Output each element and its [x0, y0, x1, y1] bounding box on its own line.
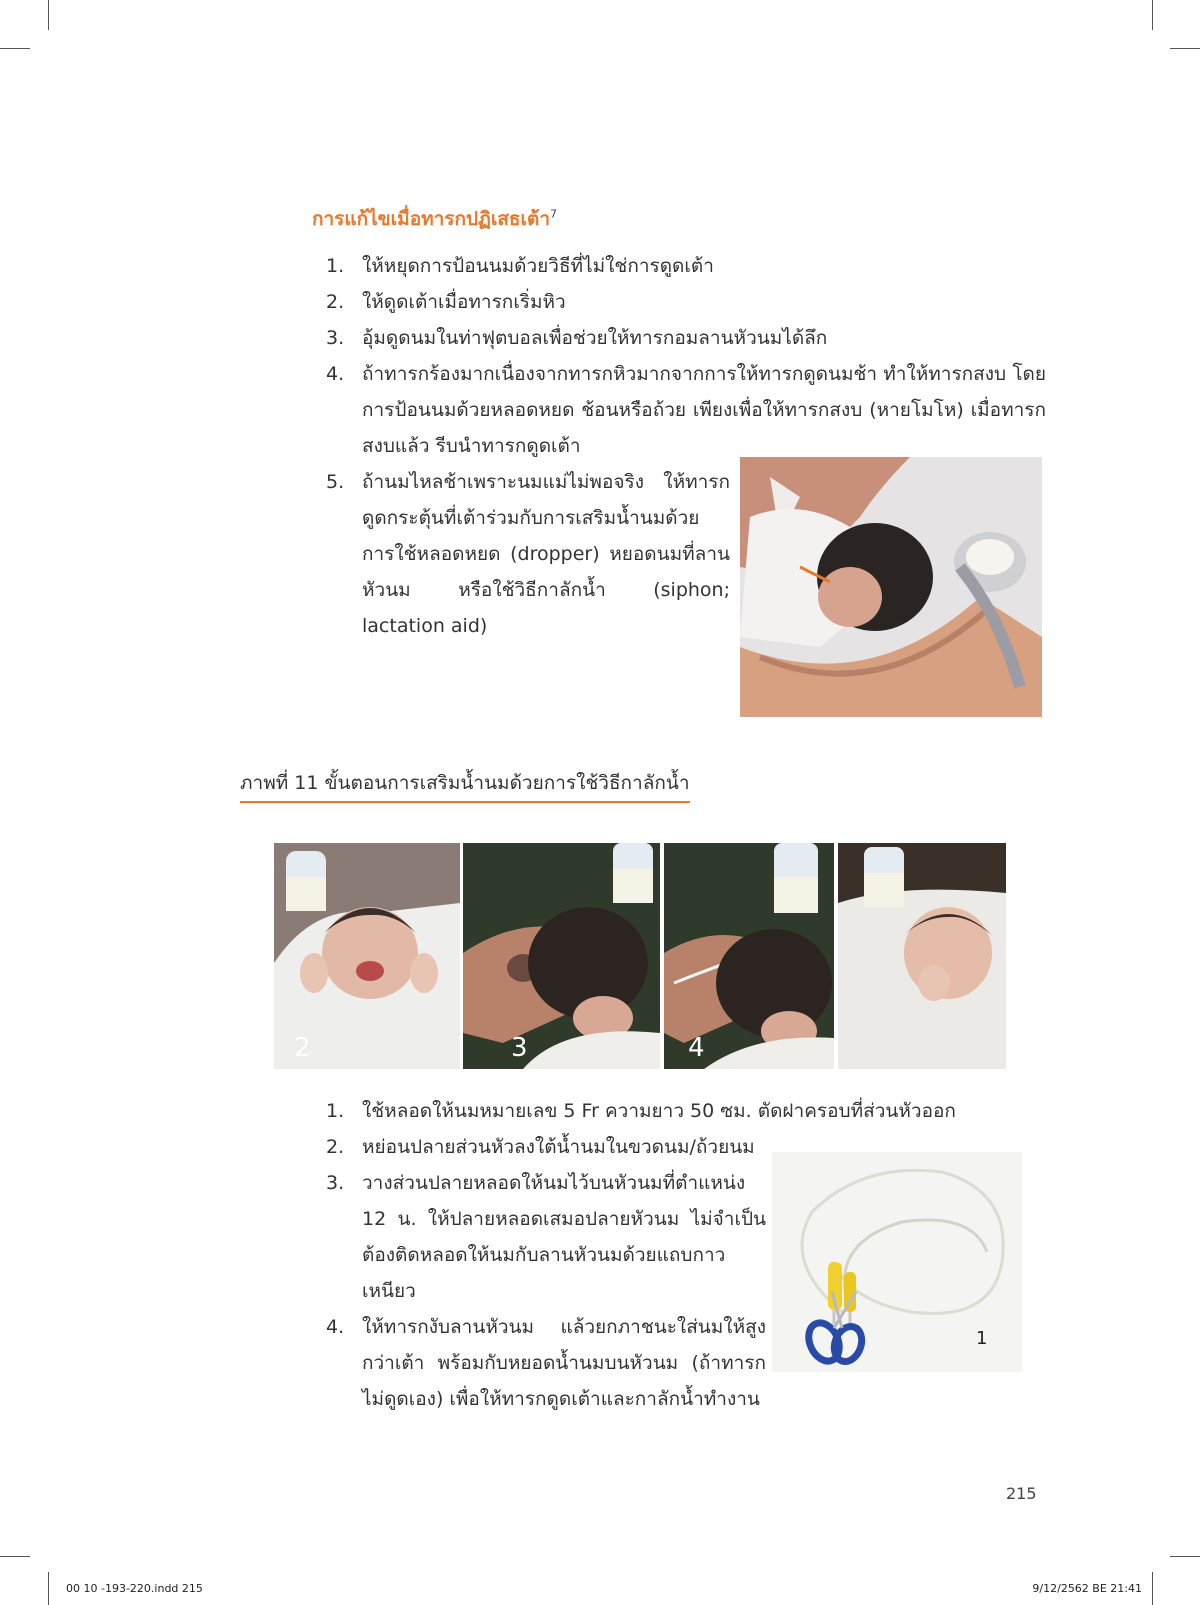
photo-label: 2 [294, 1033, 311, 1063]
list-text: ถ้าทารกร้องมากเนื่องจากทารกหิวมากจากการให้ทารกดูดนมช้า ทำให้ทารกสงบ โดยการป้อนนมด้วยหลอดหยด ช้อนหรือถ้วย เพียงเพื่อให้ทารกสงบ (หายโมโห) เมื่อทารกสงบแล้ว รีบนำทารกดูดเต้า [362, 363, 1046, 457]
crop-mark [48, 1572, 49, 1605]
list-number: 1. [326, 1100, 345, 1122]
list-text: ใช้หลอดให้นมหมายเลข 5 Fr ความยาว 50 ซม. ตัดฝาครอบที่ส่วนหัวออก [362, 1100, 956, 1122]
siphon-steps-list [326, 1093, 956, 1417]
page-number: 215 [1006, 1484, 1037, 1503]
figure-caption: ภาพที่ 11 ขั้นตอนการเสริมน้ำนมด้วยการใช้วิธีกาลักน้ำ [240, 768, 690, 803]
list-item [326, 356, 1046, 464]
section-heading [312, 204, 557, 234]
list-number: 4. [326, 363, 345, 385]
crop-mark [1170, 1556, 1200, 1557]
list-number: 3. [326, 1172, 345, 1194]
crop-mark [1152, 1572, 1153, 1605]
list-item [326, 1309, 766, 1417]
crop-mark [0, 48, 30, 49]
heading-superscript: 7 [550, 207, 558, 221]
list-text: ให้หยุดการป้อนนมด้วยวิธีที่ไม่ใช่การดูดเต้า [362, 255, 714, 277]
list-item [326, 320, 1046, 356]
list-item [326, 1093, 1002, 1129]
photo-step-2 [274, 843, 460, 1069]
list-item [326, 284, 1046, 320]
photo-label: 3 [511, 1033, 528, 1063]
crop-mark [1170, 48, 1200, 49]
list-text: ให้ทารกงับลานหัวนม แล้วยกภาชนะใส่นมให้สูงกว่าเต้า พร้อมกับหยอดน้ำนมบนหัวนม (ถ้าทารกไม่ดูดเอง) เพื่อให้ทารกดูดเต้าและกาลักน้ำทำงาน [362, 1316, 766, 1410]
breastfeeding-dropper-photo [740, 457, 1042, 717]
photo-label: 4 [688, 1033, 705, 1063]
photo-step-4 [664, 843, 834, 1069]
crop-mark [0, 1556, 30, 1557]
feeding-tube-photo [772, 1152, 1022, 1372]
list-text: อุ้มดูดนมในท่าฟุตบอลเพื่อช่วยให้ทารกอมลานหัวนมได้ลึก [362, 327, 828, 349]
list-text: วางส่วนปลายหลอดให้นมไว้บนหัวนมที่ตำแหน่ง 12 น. ให้ปลายหลอดเสมอปลายหัวนม ไม่จำเป็นต้องติดหลอดให้นมกับลานหัวนมด้วยแถบกาวเหนียว [362, 1172, 766, 1302]
list-item [326, 464, 730, 644]
list-text: หย่อนปลายส่วนหัวลงใต้น้ำนมในขวดนม/ถ้วยนม [362, 1136, 755, 1158]
footer-file-info: 00 10 -193-220.indd 215 [66, 1582, 203, 1595]
list-item [326, 1165, 766, 1309]
tube-label: 1 [976, 1328, 988, 1349]
crop-mark [1152, 0, 1153, 30]
crop-mark [48, 0, 49, 30]
photo-step-3 [463, 843, 660, 1069]
list-number: 4. [326, 1316, 345, 1338]
list-number: 2. [326, 291, 345, 313]
list-number: 1. [326, 255, 345, 277]
heading-title: การแก้ไขเมื่อทารกปฏิเสธเต้า [312, 208, 551, 230]
list-number: 2. [326, 1136, 345, 1158]
list-number: 3. [326, 327, 345, 349]
list-item [326, 248, 1046, 284]
photo-step-5 [838, 843, 1006, 1069]
list-text: ถ้านมไหลช้าเพราะนมแม่ไม่พอจริง ให้ทารกดูดกระตุ้นที่เต้าร่วมกับการเสริมน้ำนมด้วยการใช้หลอดหยด (dropper) หยอดนมที่ลานหัวนม หรือใช้วิธีกาลักน้ำ (siphon; lactation aid) [362, 471, 730, 637]
list-text: ให้ดูดเต้าเมื่อทารกเริ่มหิว [362, 291, 566, 313]
footer-timestamp: 9/12/2562 BE 21:41 [1032, 1582, 1142, 1595]
list-number: 5. [326, 471, 345, 493]
